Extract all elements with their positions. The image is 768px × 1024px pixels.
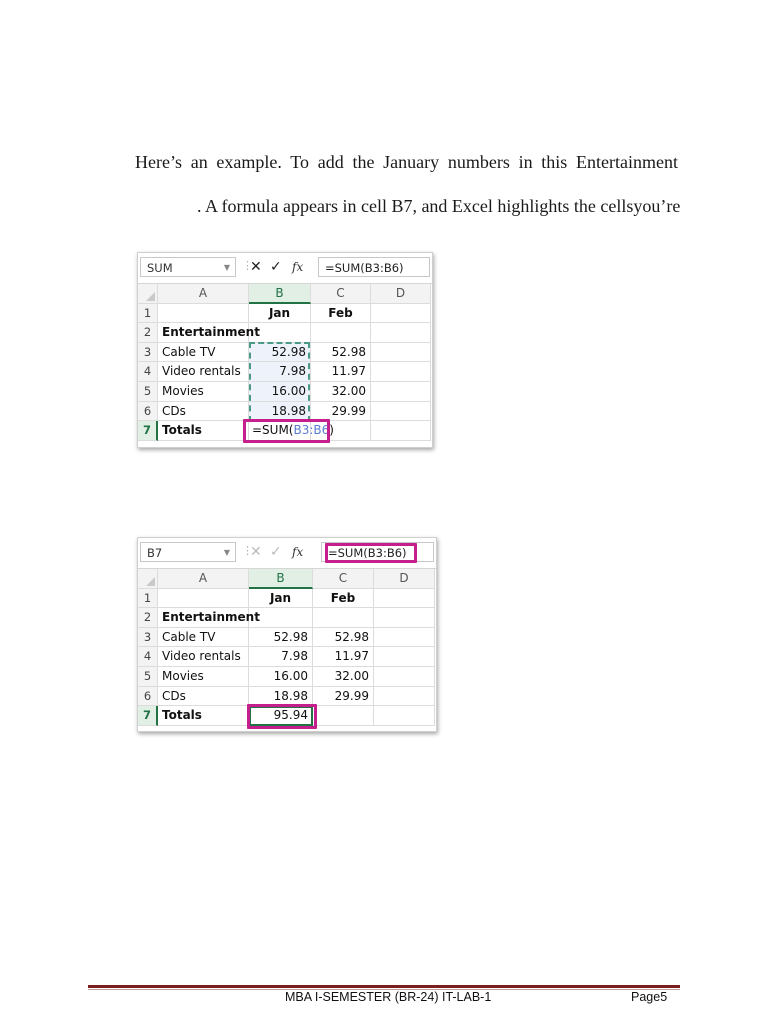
row-header-4[interactable]: 4 bbox=[138, 647, 158, 667]
cell-b4[interactable]: 7.98 bbox=[249, 647, 313, 667]
cell-c1[interactable]: Feb bbox=[311, 304, 371, 324]
row-header-3[interactable]: 3 bbox=[138, 628, 158, 648]
cell-b3[interactable]: 52.98 bbox=[249, 628, 313, 648]
cell-b3[interactable]: 52.98 bbox=[249, 343, 311, 363]
formula-input[interactable] bbox=[318, 257, 430, 277]
excel-screenshot-result bbox=[137, 537, 437, 732]
cell-c4[interactable]: 11.97 bbox=[311, 362, 371, 382]
cell-d3[interactable] bbox=[371, 343, 431, 363]
cell-d6[interactable] bbox=[371, 402, 431, 422]
cell-b6[interactable]: 18.98 bbox=[249, 402, 311, 422]
cell-d5[interactable] bbox=[371, 382, 431, 402]
cell-c3[interactable]: 52.98 bbox=[313, 628, 374, 648]
cell-d3[interactable] bbox=[374, 628, 435, 648]
cell-d5[interactable] bbox=[374, 667, 435, 687]
footer-course-label: MBA I-SEMESTER (BR-24) IT-LAB-1 bbox=[285, 990, 492, 1004]
check-icon[interactable]: ✓ bbox=[270, 259, 282, 275]
chevron-down-icon[interactable]: ▼ bbox=[223, 548, 230, 557]
row-header-6[interactable]: 6 bbox=[138, 402, 158, 422]
cell-a5[interactable]: Movies bbox=[158, 667, 249, 687]
cell-b5[interactable]: 16.00 bbox=[249, 667, 313, 687]
cell-c1[interactable]: Feb bbox=[313, 589, 374, 609]
cancel-icon[interactable]: ✕ bbox=[250, 259, 262, 275]
footer-rule-thick bbox=[88, 985, 680, 988]
row-header-3[interactable]: 3 bbox=[138, 343, 158, 363]
row-header-7[interactable]: 7 bbox=[138, 421, 158, 441]
column-header-a[interactable]: A bbox=[158, 284, 249, 304]
cell-b5[interactable]: 16.00 bbox=[249, 382, 311, 402]
cell-d6[interactable] bbox=[374, 687, 435, 707]
row-header-1[interactable]: 1 bbox=[138, 304, 158, 324]
cell-a2[interactable]: Entertainment bbox=[158, 608, 249, 628]
cell-c4[interactable]: 11.97 bbox=[313, 647, 374, 667]
column-header-c[interactable]: C bbox=[313, 569, 374, 589]
cell-c6[interactable]: 29.99 bbox=[311, 402, 371, 422]
check-icon[interactable]: ✓ bbox=[270, 544, 282, 560]
column-header-d[interactable]: D bbox=[371, 284, 431, 304]
cell-b7-formula-end: ) bbox=[329, 423, 334, 438]
fx-icon[interactable]: fx bbox=[292, 260, 304, 274]
cell-b2[interactable] bbox=[249, 323, 311, 343]
cell-a1[interactable] bbox=[158, 589, 249, 609]
cell-a5[interactable]: Movies bbox=[158, 382, 249, 402]
cell-c5[interactable]: 32.00 bbox=[311, 382, 371, 402]
row-header-4[interactable]: 4 bbox=[138, 362, 158, 382]
formula-text: =SUM(B3:B6) bbox=[325, 261, 404, 275]
formula-highlight-box bbox=[243, 419, 330, 443]
cell-d1[interactable] bbox=[374, 589, 435, 609]
cell-a2[interactable]: Entertainment bbox=[158, 323, 249, 343]
cell-d7[interactable] bbox=[371, 421, 431, 441]
cell-a1[interactable] bbox=[158, 304, 249, 324]
cell-a6[interactable]: CDs bbox=[158, 402, 249, 422]
cell-b6[interactable]: 18.98 bbox=[249, 687, 313, 707]
cell-d2[interactable] bbox=[374, 608, 435, 628]
row-header-7[interactable]: 7 bbox=[138, 706, 158, 726]
paragraph-line-1: Here’s an example. To add the January numbers in this Entertainment bbox=[135, 152, 678, 172]
formula-bar bbox=[138, 253, 432, 284]
cell-b2[interactable] bbox=[249, 608, 313, 628]
name-box-value: B7 bbox=[147, 546, 163, 560]
cell-c3[interactable]: 52.98 bbox=[311, 343, 371, 363]
row-header-1[interactable]: 1 bbox=[138, 589, 158, 609]
formula-highlight-box bbox=[325, 543, 417, 563]
row-header-2[interactable]: 2 bbox=[138, 323, 158, 343]
cell-a3[interactable]: Cable TV bbox=[158, 628, 249, 648]
cell-b7-range-ref: B3:B6 bbox=[293, 423, 330, 438]
chevron-down-icon[interactable]: ▼ bbox=[223, 263, 230, 272]
name-box-value: SUM bbox=[147, 261, 173, 275]
column-header-b[interactable]: B bbox=[249, 284, 311, 304]
formula-text: =SUM(B3:B6) bbox=[328, 546, 407, 560]
row-header-5[interactable]: 5 bbox=[138, 382, 158, 402]
cell-a7[interactable]: Totals bbox=[158, 706, 249, 726]
row-header-6[interactable]: 6 bbox=[138, 687, 158, 707]
paragraph-line-2: . A formula appears in cell B7, and Excel highlights the cellsyou’re bbox=[197, 196, 681, 216]
cell-c7[interactable] bbox=[313, 706, 374, 726]
separator-dots-icon: ⋮ bbox=[242, 259, 252, 272]
column-header-c[interactable]: C bbox=[311, 284, 371, 304]
page-number: Page5 bbox=[631, 990, 668, 1004]
select-all-corner[interactable] bbox=[138, 284, 158, 304]
spreadsheet-grid bbox=[138, 569, 436, 731]
cell-d2[interactable] bbox=[371, 323, 431, 343]
cell-c2[interactable] bbox=[311, 323, 371, 343]
cell-c6[interactable]: 29.99 bbox=[313, 687, 374, 707]
cell-a4[interactable]: Video rentals bbox=[158, 647, 249, 667]
cancel-icon[interactable]: ✕ bbox=[250, 544, 262, 560]
separator-dots-icon: ⋮ bbox=[242, 544, 252, 557]
cell-d1[interactable] bbox=[371, 304, 431, 324]
cell-a6[interactable]: CDs bbox=[158, 687, 249, 707]
formula-buttons bbox=[250, 542, 312, 562]
formula-bar bbox=[138, 538, 436, 569]
select-all-corner[interactable] bbox=[138, 569, 158, 589]
cell-b1[interactable]: Jan bbox=[249, 589, 313, 609]
cell-a4[interactable]: Video rentals bbox=[158, 362, 249, 382]
excel-screenshot-formula-entry bbox=[137, 252, 433, 448]
cell-b7[interactable]: 95.94 bbox=[249, 706, 313, 726]
cell-d7[interactable] bbox=[374, 706, 435, 726]
cell-c2[interactable] bbox=[313, 608, 374, 628]
cell-d4[interactable] bbox=[371, 362, 431, 382]
formula-buttons bbox=[250, 257, 312, 277]
column-header-a[interactable]: A bbox=[158, 569, 249, 589]
cell-a7[interactable]: Totals bbox=[158, 421, 249, 441]
cell-b4[interactable]: 7.98 bbox=[249, 362, 311, 382]
cell-a3[interactable]: Cable TV bbox=[158, 343, 249, 363]
column-header-d[interactable]: D bbox=[374, 569, 435, 589]
cell-d4[interactable] bbox=[374, 647, 435, 667]
result-highlight-box bbox=[247, 704, 317, 729]
cell-b7-formula-start: =SUM( bbox=[252, 423, 294, 438]
name-box[interactable] bbox=[140, 257, 236, 277]
spreadsheet-grid bbox=[138, 284, 432, 447]
cell-b1[interactable]: Jan bbox=[249, 304, 311, 324]
row-header-2[interactable]: 2 bbox=[138, 608, 158, 628]
cell-c5[interactable]: 32.00 bbox=[313, 667, 374, 687]
row-header-5[interactable]: 5 bbox=[138, 667, 158, 687]
fx-icon[interactable]: fx bbox=[292, 545, 304, 559]
range-marching-ants bbox=[249, 342, 310, 422]
column-header-b[interactable]: B bbox=[249, 569, 313, 589]
name-box[interactable] bbox=[140, 542, 236, 562]
